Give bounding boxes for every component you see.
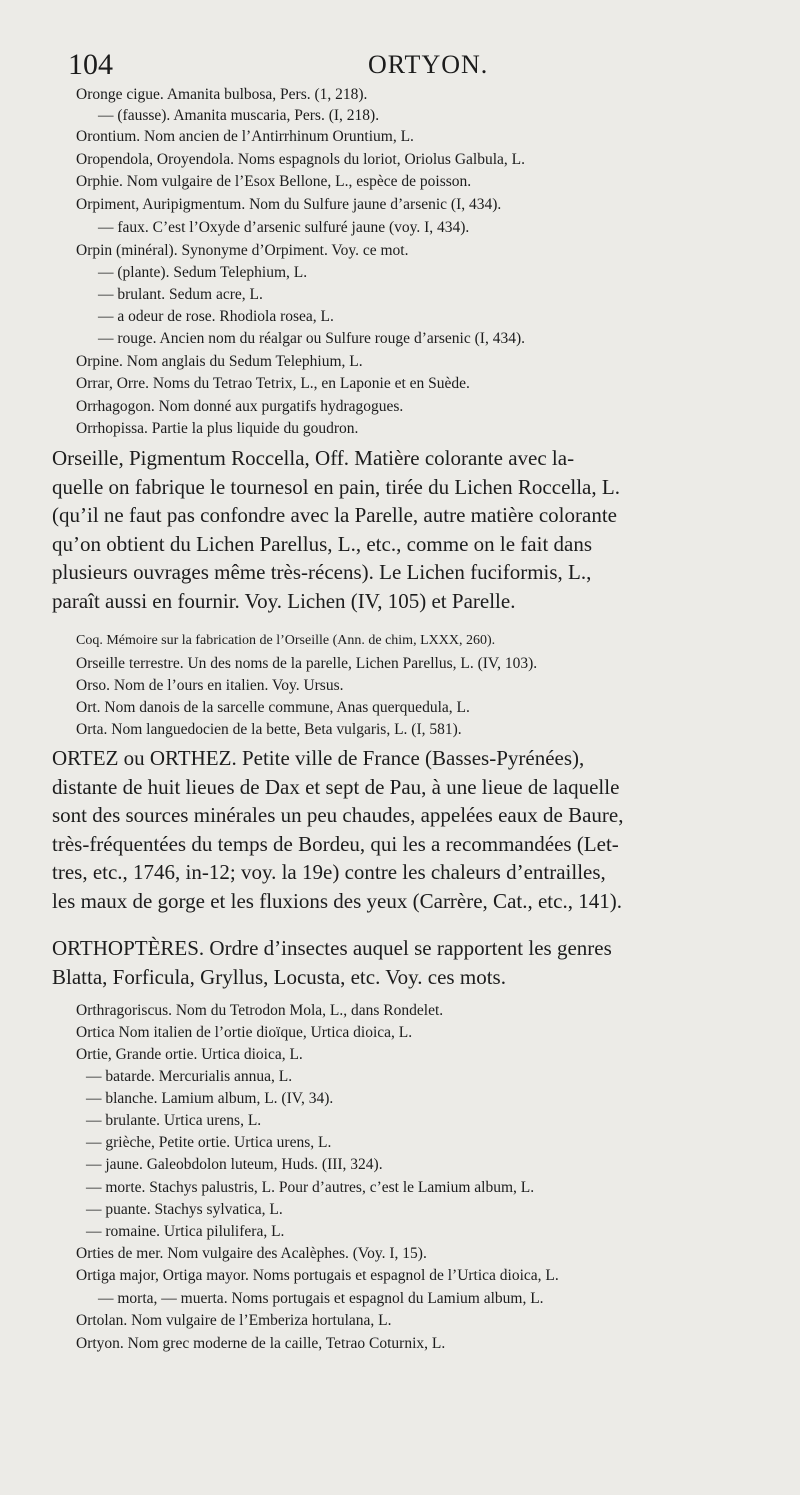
entry-line: — morta, — muerta. Noms portugais et espagnol du Lamium album, L. (98, 1290, 544, 1307)
entry-line: Orrhopissa. Partie la plus liquide du goudron. (76, 420, 359, 437)
paragraph-line: distante de huit lieues de Dax et sept de Pau, à une lieue de laquelle (52, 774, 620, 799)
entry-line: — brulante. Urtica urens, L. (86, 1112, 262, 1129)
entry-line: Ortolan. Nom vulgaire de l’Emberiza hortulana, L. (76, 1312, 392, 1329)
entry-line: Orties de mer. Nom vulgaire des Acalèphes. (Voy. I, 15). (76, 1245, 427, 1262)
entry-line: Oropendola, Oroyendola. Noms espagnols du loriot, Oriolus Galbula, L. (76, 151, 525, 168)
entry-line: Orso. Nom de l’ours en italien. Voy. Ursus. (76, 677, 344, 694)
entry-line: Orseille terrestre. Un des noms de la parelle, Lichen Parellus, L. (IV, 103). (76, 655, 538, 672)
entry-line: — blanche. Lamium album, L. (IV, 34). (86, 1090, 334, 1107)
entry-line: Orpin (minéral). Synonyme d’Orpiment. Voy. ce mot. (76, 242, 409, 259)
paragraph-line: ORTHOPTÈRES. Ordre d’insectes auquel se rapportent les genres (52, 936, 612, 960)
paragraph-line: Blatta, Forficula, Gryllus, Locusta, etc. Voy. ces mots. (52, 964, 506, 989)
paragraph-line: quelle on fabrique le tournesol en pain, tirée du Lichen Roccella, L. (52, 474, 620, 499)
entry-line: — puante. Stachys sylvatica, L. (86, 1201, 283, 1218)
entry-line: Orphie. Nom vulgaire de l’Esox Bellone, L., espèce de poisson. (76, 173, 472, 190)
entry-line: — (fausse). Amanita muscaria, Pers. (I, 218). (98, 107, 380, 124)
paragraph-line: tres, etc., 1746, in-12; voy. la 19e) contre les chaleurs d’entrailles, (52, 860, 606, 885)
entry-line: Orrar, Orre. Noms du Tetrao Tetrix, L., en Laponie et en Suède. (76, 375, 470, 392)
entry-line: Ort. Nom danois de la sarcelle commune, Anas querquedula, L. (76, 699, 470, 716)
entry-line: Orta. Nom languedocien de la bette, Beta vulgaris, L. (I, 581). (76, 721, 462, 738)
page-number: 104 (68, 48, 113, 81)
paragraph-line: ORTEZ ou ORTHEZ. Petite ville de France (Basses-Pyrénées), (52, 746, 585, 770)
paragraph-line: paraît aussi en fournir. Voy. Lichen (IV, 105) et Parelle. (52, 588, 516, 613)
paragraph-line: (qu’il ne faut pas confondre avec la Parelle, autre matière colorante (52, 503, 617, 528)
orthopteres-paragraph (52, 934, 778, 991)
entry-line: Orpine. Nom anglais du Sedum Telephium, L. (76, 353, 363, 370)
entry-line: Ortica Nom italien de l’ortie dioïque, Urtica dioica, L. (76, 1024, 413, 1041)
entry-line: — jaune. Galeobdolon luteum, Huds. (III, 324). (86, 1156, 383, 1173)
entry-line: Orpiment, Auripigmentum. Nom du Sulfure jaune d’arsenic (I, 434). (76, 196, 502, 213)
entry-line: — a odeur de rose. Rhodiola rosea, L. (98, 308, 334, 325)
entry-line: — batarde. Mercurialis annua, L. (86, 1068, 293, 1085)
running-head: ORTYON. (368, 50, 489, 79)
entry-line: — (plante). Sedum Telephium, L. (98, 264, 308, 281)
entry-line: Ortiga major, Ortiga mayor. Noms portugais et espagnol de l’Urtica dioica, L. (76, 1267, 559, 1284)
paragraph-line: plusieurs ouvrages même très-récens). Le Lichen fuciformis, L., (52, 560, 592, 585)
entry-line: — morte. Stachys palustris, L. Pour d’autres, c’est le Lamium album, L. (86, 1179, 535, 1196)
entry-line: — brulant. Sedum acre, L. (98, 286, 263, 303)
entry-line: — rouge. Ancien nom du réalgar ou Sulfure rouge d’arsenic (I, 434). (98, 330, 525, 347)
entry-line: Orthragoriscus. Nom du Tetrodon Mola, L., dans Rondelet. (76, 1002, 444, 1019)
orseille-paragraph (52, 444, 778, 616)
entry-line: Orrhagogon. Nom donné aux purgatifs hydragogues. (76, 398, 404, 415)
entry-line: — faux. C’est l’Oxyde d’arsenic sulfuré jaune (voy. I, 434). (98, 219, 470, 236)
entry-line: Ortie, Grande ortie. Urtica dioica, L. (76, 1046, 303, 1063)
ortez-paragraph (52, 744, 778, 916)
entry-line: Orontium. Nom ancien de l’Antirrhinum Oruntium, L. (76, 128, 414, 145)
entry-line: Oronge cigue. Amanita bulbosa, Pers. (1, 218). (76, 86, 368, 103)
entry-line: — romaine. Urtica pilulifera, L. (86, 1223, 285, 1240)
page-header (68, 48, 760, 84)
entry-line: Ortyon. Nom grec moderne de la caille, Tetrao Coturnix, L. (76, 1335, 446, 1352)
reference-line: Coq. Mémoire sur la fabrication de l’Orseille (Ann. de chim, LXXX, 260). (76, 633, 496, 648)
paragraph-line: qu’on obtient du Lichen Parellus, L., etc., comme on le fait dans (52, 531, 593, 556)
paragraph-line: sont des sources minérales un peu chaudes, appelées eaux de Baure, (52, 803, 624, 828)
paragraph-line: Orseille, Pigmentum Roccella, Off. Matière colorante avec la- (52, 446, 575, 470)
paragraph-line: les maux de gorge et les fluxions des yeux (Carrère, Cat., etc., 141). (52, 888, 622, 913)
paragraph-line: très-fréquentées du temps de Bordeu, qui les a recommandées (Let- (52, 831, 619, 856)
entry-line: — grièche, Petite ortie. Urtica urens, L. (86, 1134, 332, 1151)
